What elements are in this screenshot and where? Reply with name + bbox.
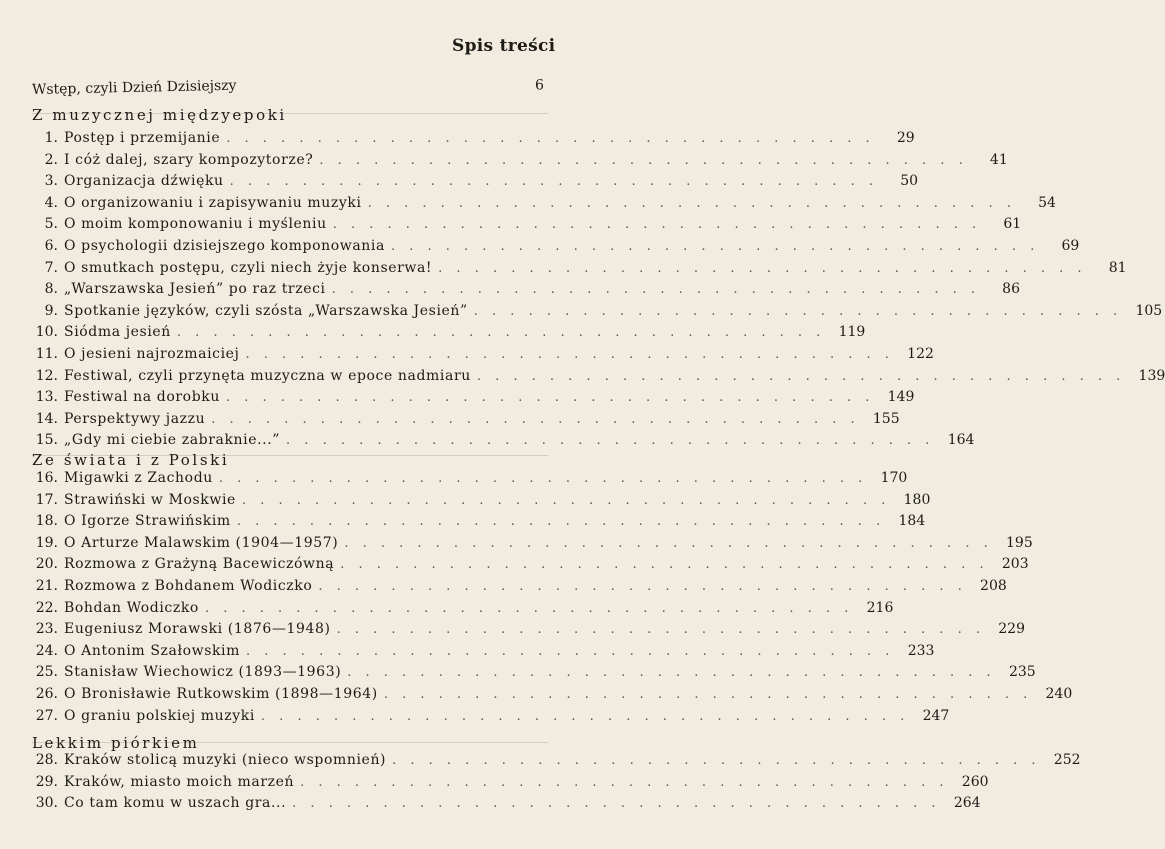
section-entries — [32, 470, 1073, 729]
entry-number: 28. — [35, 752, 58, 768]
entry-number: 12. — [35, 367, 58, 384]
toc-entry — [32, 685, 1073, 708]
dot-leader: . . . . . . . . . . . . . . . . . . . . . . . . . . . . . . . . . . . . — [473, 303, 1123, 319]
entry-number: 22. — [35, 599, 58, 616]
entry-number: 11. — [35, 345, 58, 362]
entry-number: 14. — [35, 410, 58, 427]
dot-leader: . . . . . . . . . . . . . . . . . . . . . . . . . . . . . . . . . . . . — [438, 260, 1087, 276]
entry-number: 19. — [35, 534, 58, 551]
dot-leader: . . . . . . . . . . . . . . . . . . . . . . . . . . . . . . . . . . . . — [476, 368, 1126, 384]
dot-leader: . . . . . . . . . . . . . . . . . . . . . . . . . . . . . . . . . . . . — [229, 174, 879, 190]
entry-number: 17. — [35, 491, 58, 508]
toc-entry — [32, 151, 1008, 174]
entry-page-number: 170 — [880, 470, 908, 486]
entry-page-number: 260 — [961, 773, 989, 790]
entry-title: Rozmowa z Grażyną Bacewiczówną — [64, 556, 335, 573]
dot-leader: . . . . . . . . . . . . . . . . . . . . . . . . . . . . . . . . . . . . — [390, 238, 1040, 254]
entry-title: O Arturze Malawskim (1904—1957) — [64, 534, 339, 551]
entry-number: 30. — [35, 795, 58, 812]
entry-page-number: 164 — [947, 432, 975, 449]
entry-number: 20. — [35, 556, 58, 573]
entry-number: 26. — [35, 685, 58, 702]
toc-entry — [32, 599, 894, 622]
page-title: Spis treści — [452, 36, 556, 56]
toc-entry — [32, 707, 950, 730]
dot-leader: . . . . . . . . . . . . . . . . . . . . . . . . . . . . . . . . . . . . — [204, 600, 854, 616]
toc-entry — [32, 281, 1020, 303]
entry-page-number: 54 — [1038, 194, 1056, 211]
toc-entry — [32, 130, 915, 152]
entry-number: 2. — [44, 151, 58, 168]
entry-page-number: 240 — [1045, 685, 1073, 702]
entry-title: Perspektywy jazzu — [64, 410, 206, 427]
dot-leader: . . . . . . . . . . . . . . . . . . . . . . . . . . . . . . . . . . . . — [332, 217, 982, 233]
entry-title: Eugeniusz Morawski (1876—1948) — [64, 621, 331, 638]
dot-leader: . . . . . . . . . . . . . . . . . . . . . . . . . . . . . . . . . . . . — [340, 557, 989, 573]
entry-page-number: 69 — [1061, 237, 1080, 254]
dot-leader: . . . . . . . . . . . . . . . . . . . . . . . . . . . . . . . . . . . . — [383, 686, 1033, 702]
entry-page-number: 149 — [887, 389, 915, 406]
entry-title: I cóż dalej, szary kompozytorze? — [64, 151, 314, 168]
entry-title: Kraków stolicą muzyki (nieco wspomnień) — [64, 752, 387, 768]
dot-leader: . . . . . . . . . . . . . . . . . . . . . . . . . . . . . . . . . . . . — [176, 325, 826, 341]
entry-page-number: 195 — [1006, 534, 1033, 551]
entry-title: Stanisław Wiechowicz (1893—1963) — [64, 664, 342, 681]
dot-leader: . . . . . . . . . . . . . . . . . . . . . . . . . . . . . . . . . . . . — [226, 131, 875, 146]
entry-page-number: 233 — [907, 642, 935, 659]
entry-title: O psychologii dzisiejszego komponowania — [64, 237, 385, 254]
entry-title: Bohdan Wodiczko — [64, 599, 199, 616]
entry-number: 21. — [35, 577, 58, 594]
intro-page-number: 6 — [534, 77, 545, 94]
entry-page-number: 122 — [907, 345, 934, 362]
entry-number: 18. — [35, 513, 58, 530]
dot-leader: . . . . . . . . . . . . . . . . . . . . . . . . . . . . . . . . . . . . — [344, 535, 993, 551]
entry-title: Kraków, miasto moich marzeń — [64, 773, 295, 790]
toc-entry — [32, 664, 1036, 686]
dot-leader: . . . . . . . . . . . . . . . . . . . . . . . . . . . . . . . . . . . . — [260, 708, 910, 724]
toc-entry — [32, 259, 1127, 282]
entry-title: Festiwal na dorobku — [64, 389, 220, 406]
entry-title: Migawki z Zachodu — [64, 470, 213, 486]
entry-title: Organizacja dźwięku — [64, 173, 224, 190]
entry-title: O graniu polskiej muzyki — [64, 707, 255, 724]
entry-number: 16. — [35, 470, 58, 486]
toc-entry — [32, 216, 1022, 238]
entry-title: Festiwal, czyli przynęta muzyczna w epoce nadmiaru — [64, 367, 471, 384]
entry-title: Postęp i przemijanie — [64, 130, 221, 146]
toc-entry — [32, 577, 1007, 600]
toc-entry — [32, 194, 1056, 217]
entry-number: 23. — [35, 621, 58, 638]
entry-page-number: 229 — [998, 621, 1025, 638]
entry-title: Co tam komu w uszach gra... — [64, 795, 287, 812]
dot-leader: . . . . . . . . . . . . . . . . . . . . . . . . . . . . . . . . . . . . — [236, 514, 886, 530]
entry-title: O organizowaniu i zapisywaniu muzyki — [64, 194, 362, 211]
toc-entry — [32, 410, 900, 433]
toc-entry — [32, 345, 934, 368]
dot-leader: . . . . . . . . . . . . . . . . . . . . . . . . . . . . . . . . . . . . — [347, 665, 996, 681]
entry-number: 29. — [35, 773, 58, 790]
entry-number: 9. — [44, 302, 58, 319]
entry-number: 7. — [44, 259, 58, 276]
entry-title: „Warszawska Jesień” po raz trzeci — [64, 281, 326, 298]
entry-page-number: 252 — [1053, 752, 1081, 768]
entry-number: 13. — [35, 389, 58, 406]
entry-number: 25. — [35, 664, 58, 681]
entry-title: Siódma jesień — [64, 324, 171, 341]
entry-title: O jesieni najrozmaiciej — [64, 345, 240, 362]
entry-page-number: 247 — [922, 707, 950, 724]
entry-page-number: 184 — [898, 513, 926, 530]
intro-title: Wstęp, czyli Dzień Dzisiejszy — [31, 77, 237, 98]
entry-title: O moim komponowaniu i myśleniu — [64, 216, 327, 233]
entry-number: 15. — [35, 432, 58, 449]
toc-entry — [32, 173, 919, 195]
entry-page-number: 139 — [1138, 367, 1165, 384]
section-entries — [32, 130, 1165, 454]
entry-page-number: 216 — [866, 599, 894, 616]
dot-leader: . . . . . . . . . . . . . . . . . . . . . . . . . . . . . . . . . . . . — [245, 346, 894, 362]
entry-number: 10. — [35, 324, 58, 341]
entry-number: 27. — [35, 707, 58, 724]
entry-title: O Antonim Szałowskim — [64, 642, 241, 659]
dot-leader: . . . . . . . . . . . . . . . . . . . . . . . . . . . . . . . . . . . . — [319, 152, 968, 168]
entry-number: 5. — [44, 216, 58, 233]
entry-page-number: 119 — [838, 324, 866, 341]
dot-leader: . . . . . . . . . . . . . . . . . . . . . . . . . . . . . . . . . . . . — [318, 578, 967, 594]
dot-leader: . . . . . . . . . . . . . . . . . . . . . . . . . . . . . . . . . . . . — [246, 643, 895, 659]
entry-page-number: 208 — [980, 577, 1007, 594]
toc-entry — [32, 752, 1081, 774]
section-title: Ze świata i z Polski — [32, 451, 230, 469]
entry-title: Rozmowa z Bohdanem Wodiczko — [64, 577, 313, 594]
entry-page-number: 41 — [989, 151, 1008, 168]
intro-entry — [32, 71, 552, 98]
entry-number: 6. — [44, 237, 58, 254]
entry-page-number: 180 — [903, 491, 931, 508]
toc-entry — [32, 470, 908, 492]
toc-entry — [32, 302, 1163, 325]
entry-number: 1. — [44, 130, 58, 146]
entry-page-number: 81 — [1108, 259, 1127, 276]
toc-entry — [32, 367, 1165, 390]
toc-entry — [32, 534, 1033, 557]
toc-entry — [32, 795, 981, 817]
entry-page-number: 50 — [900, 173, 919, 190]
section-title: Lekkim piórkiem — [32, 734, 200, 752]
entry-title: Strawiński w Moskwie — [64, 491, 236, 508]
toc-entry — [32, 773, 989, 796]
entry-page-number: 155 — [872, 410, 900, 427]
toc-entry — [32, 237, 1080, 260]
dot-leader: . . . . . . . . . . . . . . . . . . . . . . . . . . . . . . . . . . . . — [292, 796, 941, 812]
entry-page-number: 203 — [1001, 556, 1029, 573]
entry-title: O Igorze Strawińskim — [64, 513, 231, 530]
entry-title: Spotkanie języków, czyli szósta „Warszawska Jesień” — [64, 302, 468, 319]
dot-leader: . . . . . . . . . . . . . . . . . . . . . . . . . . . . . . . . . . . . — [241, 492, 891, 508]
dot-leader: . . . . . . . . . . . . . . . . . . . . . . . . . . . . . . . . . . . . — [331, 282, 980, 298]
entry-page-number: 264 — [953, 795, 981, 812]
toc-entry — [32, 513, 926, 535]
section-title: Z muzycznej międzyepoki — [32, 106, 287, 124]
toc-entry — [32, 556, 1029, 578]
entry-page-number: 105 — [1135, 302, 1163, 319]
entry-title: O Bronisławie Rutkowskim (1898—1964) — [64, 685, 378, 702]
toc-entry — [32, 491, 931, 514]
dot-leader: . . . . . . . . . . . . . . . . . . . . . . . . . . . . . . . . . . . . — [218, 471, 868, 486]
dot-leader: . . . . . . . . . . . . . . . . . . . . . . . . . . . . . . . . . . . . — [336, 622, 985, 638]
entry-number: 4. — [44, 194, 58, 211]
entry-page-number: 61 — [1003, 216, 1022, 233]
dot-leader: . . . . . . . . . . . . . . . . . . . . . . . . . . . . . . . . . . . . — [300, 774, 949, 790]
toc-entry — [32, 642, 935, 665]
dot-leader: . . . . . . . . . . . . . . . . . . . . . . . . . . . . . . . . . . . . — [392, 753, 1041, 768]
entry-number: 24. — [35, 642, 58, 659]
entry-number: 3. — [44, 173, 58, 190]
section-entries — [32, 752, 1081, 817]
toc-entry — [32, 389, 915, 411]
dot-leader: . . . . . . . . . . . . . . . . . . . . . . . . . . . . . . . . . . . . — [211, 411, 860, 427]
entry-page-number: 235 — [1008, 664, 1036, 681]
toc-entry — [32, 621, 1025, 643]
dot-leader: . . . . . . . . . . . . . . . . . . . . . . . . . . . . . . . . . . . . — [367, 195, 1016, 211]
entry-page-number: 29 — [896, 130, 915, 146]
entry-title: O smutkach postępu, czyli niech żyje konserwa! — [64, 259, 433, 276]
entry-page-number: 86 — [1002, 281, 1020, 298]
entry-title: „Gdy mi ciebie zabraknie...” — [64, 432, 281, 449]
dot-leader: . . . . . . . . . . . . . . . . . . . . . . . . . . . . . . . . . . . . — [225, 390, 875, 406]
toc-entry — [32, 324, 866, 346]
dot-leader: . . . . . . . . . . . . . . . . . . . . . . . . . . . . . . . . . . . . — [286, 433, 935, 449]
entry-number: 8. — [44, 281, 58, 298]
